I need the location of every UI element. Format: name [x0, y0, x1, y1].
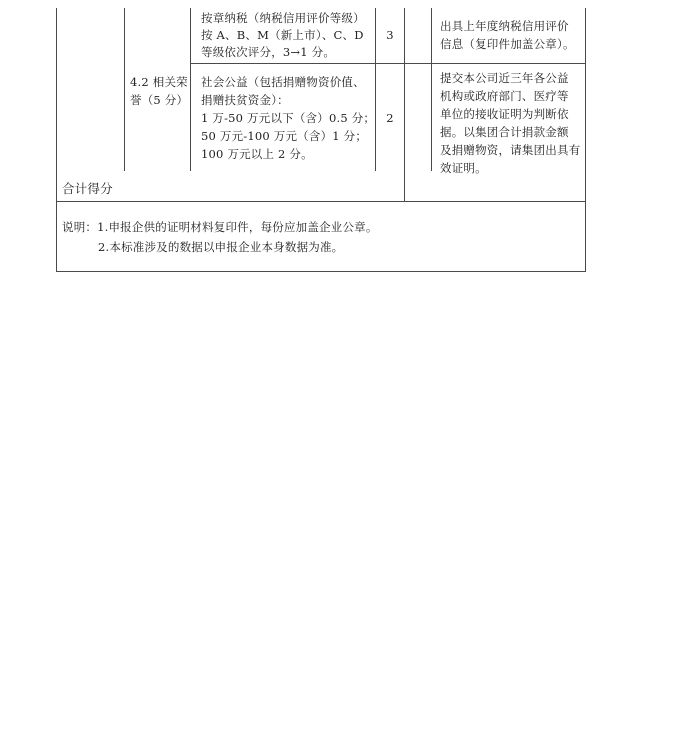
row1-score: 3: [386, 28, 394, 42]
row2-evidence-line1: 提交本公司近三年各公益: [440, 71, 569, 85]
row1-evidence-line2: 信息（复印件加盖公章）。: [440, 37, 575, 51]
row2-score: 2: [386, 111, 394, 125]
category-line1: 4.2 相关荣: [130, 75, 188, 89]
evidence-col-divider: [431, 8, 432, 171]
row2-evidence-line5: 及捐赠物资，请集团出具有: [440, 143, 581, 157]
note-line2: 2.本标准涉及的数据以申报企业本身数据为准。: [98, 240, 344, 254]
score-col-right-divider: [404, 8, 405, 201]
table-border-left: [56, 8, 57, 272]
total-score-label: 合计得分: [62, 181, 113, 196]
category-col-divider: [124, 8, 125, 171]
row1-evidence-line1: 出具上年度纳税信用评价: [440, 19, 569, 33]
row2-evidence-line3: 单位的接收证明为判断依: [440, 107, 569, 121]
row2-criteria-line5: 100 万元以上 2 分。: [201, 147, 313, 161]
row2-criteria-line3: 1 万-50 万元以下（含）0.5 分；: [201, 111, 376, 125]
row2-evidence-line6: 效证明。: [440, 161, 487, 175]
row1-criteria-line1: 按章纳税（纳税信用评价等级）: [201, 11, 365, 25]
category-line2: 誉（5 分）: [130, 93, 189, 107]
row-divider: [191, 63, 585, 64]
row1-criteria-line3: 等级依次评分，3→1 分。: [201, 45, 336, 59]
row1-criteria-line2: 按 A、B、M（新上市）、C、D: [201, 28, 364, 42]
row2-evidence-line4: 据。以集团合计捐款金额: [440, 125, 569, 139]
notes-top-border: [56, 201, 586, 202]
table-border-bottom: [56, 271, 586, 272]
row2-evidence-line2: 机构或政府部门、医疗等: [440, 89, 569, 103]
table-border-right: [585, 8, 586, 272]
row2-criteria-line4: 50 万元-100 万元（含）1 分；: [201, 129, 368, 143]
criteria-col-divider: [190, 8, 191, 171]
note-line1: 说明：1.申报企供的证明材料复印件，每份应加盖企业公章。: [62, 220, 378, 234]
row2-criteria-line1: 社会公益（包括捐赠物资价值、: [201, 75, 365, 89]
row2-criteria-line2: 捐赠扶贫资金）：: [201, 93, 289, 107]
